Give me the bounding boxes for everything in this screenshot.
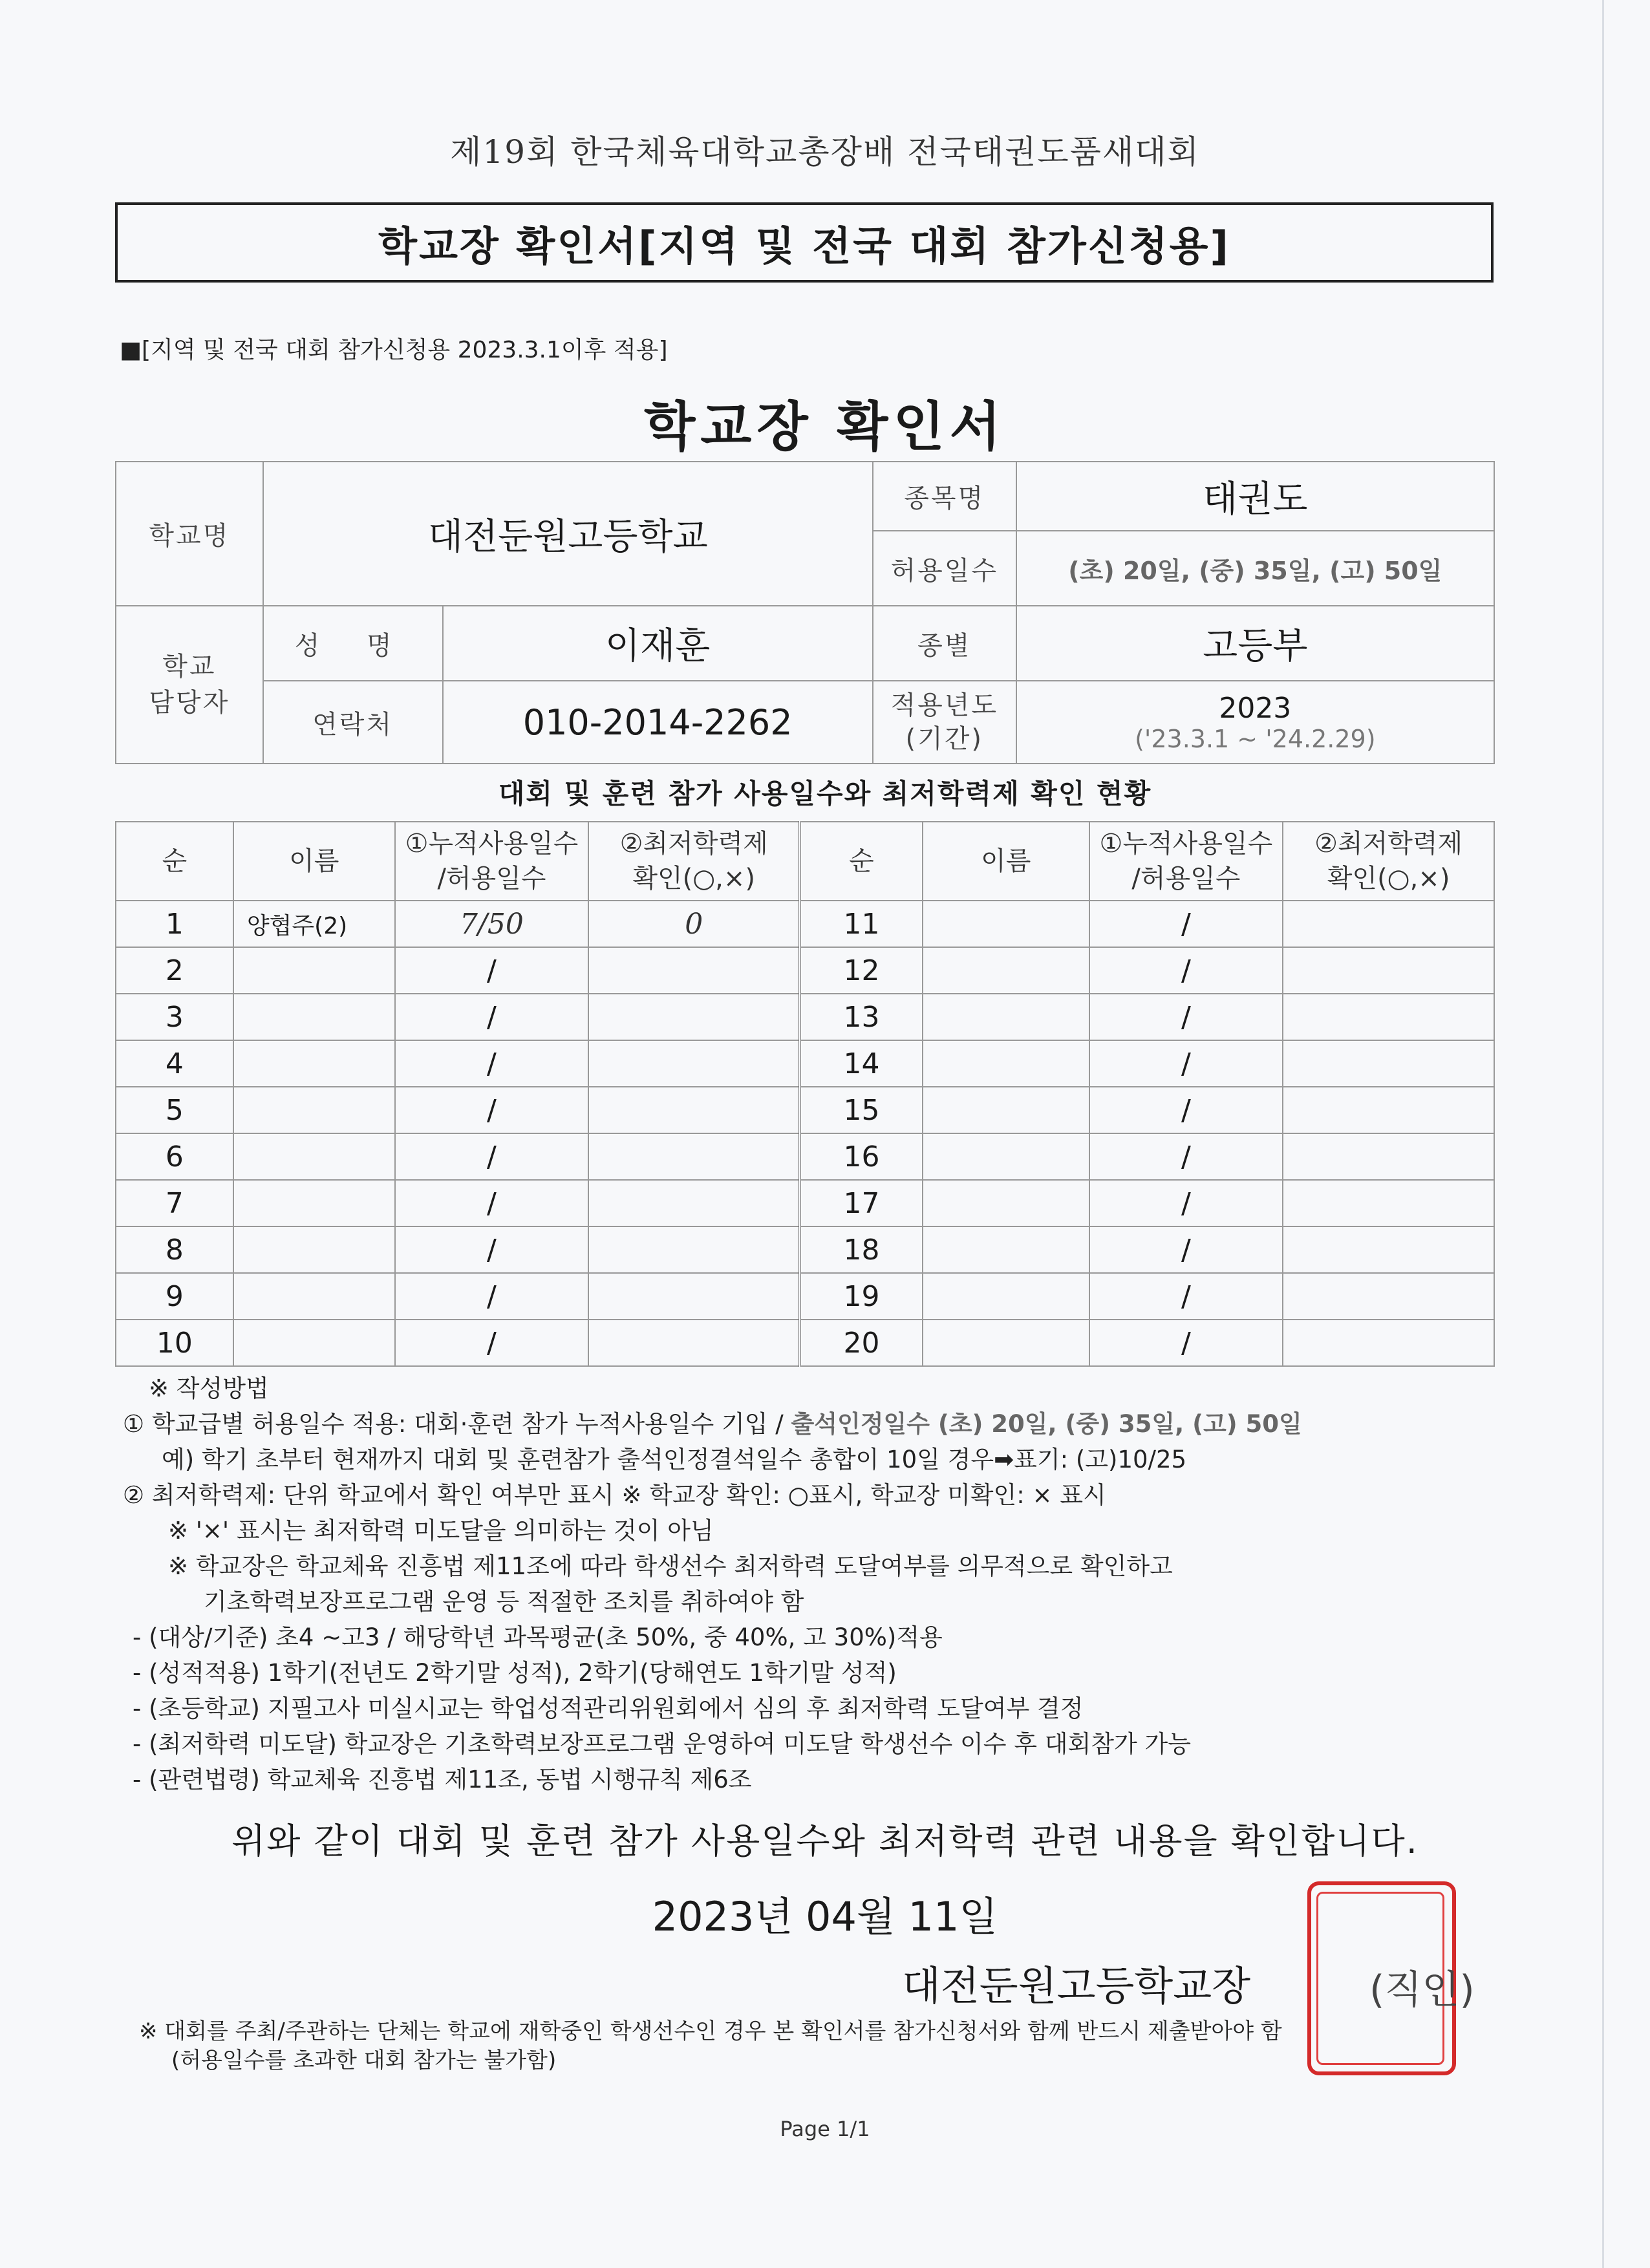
year-value: 2023 [1219, 691, 1292, 725]
contact-value: 010-2014-2262 [443, 681, 873, 764]
note-1-rule: 출석인정일수 (초) 20일, (중) 35일, (고) 50일 [791, 1410, 1302, 1438]
athlete-name [233, 1320, 395, 1366]
days-used-right: / [1089, 1226, 1283, 1273]
days-used-right: / [1089, 1273, 1283, 1320]
signer-name: 대전둔원고등학교장 [902, 1962, 1251, 2009]
academic-check-right [1283, 1133, 1494, 1180]
academic-check-right [1283, 901, 1494, 947]
row-number-right: 12 [800, 947, 923, 994]
days-used: / [395, 947, 589, 994]
section-title: 대회 및 훈련 참가 사용일수와 최저학력제 확인 현황 [498, 778, 1152, 809]
athlete-name [233, 1040, 395, 1087]
note-8: - (초등학교) 지필고사 미실시교는 학업성적관리위원회에서 심의 후 최저학력 도달여부 결정 [133, 1695, 1084, 1722]
athlete-name-right [923, 1180, 1089, 1226]
academic-check [588, 1133, 800, 1180]
row-number-right: 20 [800, 1320, 923, 1366]
athlete-table-body [116, 901, 1494, 1366]
academic-check [588, 1180, 800, 1226]
table-row [116, 1226, 1494, 1273]
row-number-right: 16 [800, 1133, 923, 1180]
days-used: / [395, 1087, 589, 1133]
manager-label: 학교 담당자 [116, 606, 263, 764]
note-1-example: 예) 학기 초부터 현재까지 대회 및 훈련참가 출석인정결석일수 총합이 10일 경우➡표기: (고)10/25 [162, 1446, 1187, 1473]
row-number: 4 [116, 1040, 233, 1087]
days-used: 7/50 [395, 901, 589, 947]
table-row [116, 1273, 1494, 1320]
header-name: 이름 [233, 822, 395, 901]
footnote-line-1: ※ 대회를 주최/주관하는 단체는 학교에 재학중인 학생선수인 경우 본 확인서를 참가신청서와 함께 반드시 제출받아야 함 [139, 2018, 1282, 2044]
academic-check-right [1283, 1273, 1494, 1320]
academic-check [588, 994, 800, 1040]
row-number-right: 15 [800, 1087, 923, 1133]
days-used: / [395, 1226, 589, 1273]
note-1 [123, 1406, 1513, 1442]
note-6: - (대상/기준) 초4 ~고3 / 해당학년 과목평균(초 50%, 중 40%, 고 30%)적용 [133, 1623, 943, 1651]
table-row [116, 1320, 1494, 1366]
contact-label: 연락처 [263, 681, 443, 764]
row-number-right: 13 [800, 994, 923, 1040]
allowed-days-value: (초) 20일, (중) 35일, (고) 50일 [1016, 531, 1494, 606]
form-subtitle: ■[지역 및 전국 대회 참가신청용 2023.3.1이후 적용] [120, 337, 668, 363]
row-number-right: 18 [800, 1226, 923, 1273]
days-used-right: / [1089, 901, 1283, 947]
athlete-name-right [923, 1087, 1089, 1133]
table-row [116, 1180, 1494, 1226]
row-number: 5 [116, 1087, 233, 1133]
note-10: - (관련법령) 학교체육 진흥법 제11조, 동법 시행규칙 제6조 [133, 1766, 752, 1793]
name-label: 성 명 [263, 606, 443, 681]
athlete-name: 양협주(2) [233, 901, 395, 947]
header-seq-right: 순 [800, 822, 923, 901]
days-used: / [395, 1320, 589, 1366]
issue-date: 2023년 04월 11일 [652, 1893, 998, 1940]
academic-check [588, 1040, 800, 1087]
row-number-right: 14 [800, 1040, 923, 1087]
academic-check [588, 1273, 800, 1320]
days-used: / [395, 1040, 589, 1087]
event-title: 제19회 한국체육대학교총장배 전국태권도품새대회 [450, 133, 1200, 171]
days-used-right: / [1089, 1087, 1283, 1133]
days-used-right: / [1089, 1180, 1283, 1226]
table-row [116, 1040, 1494, 1087]
athlete-name-right [923, 994, 1089, 1040]
athlete-name [233, 947, 395, 994]
sport-value: 태권도 [1016, 462, 1494, 531]
days-used: / [395, 1133, 589, 1180]
days-used: / [395, 1273, 589, 1320]
days-used: / [395, 1180, 589, 1226]
year-period: ('23.3.1 ~ '24.2.29) [1135, 724, 1376, 753]
days-used-right: / [1089, 1040, 1283, 1087]
academic-check-right [1283, 1087, 1494, 1133]
athlete-name-right [923, 1040, 1089, 1087]
note-7: - (성적적용) 1학기(전년도 2학기말 성적), 2학기(당해연도 1학기말 성적) [133, 1659, 897, 1687]
academic-check-right [1283, 1226, 1494, 1273]
athlete-name-right [923, 1320, 1089, 1366]
instructions [123, 1371, 1513, 1797]
footnote [139, 2017, 1282, 2075]
athlete-name-right [923, 1133, 1089, 1180]
athlete-name [233, 1226, 395, 1273]
athlete-name [233, 1273, 395, 1320]
note-5: 기초학력보장프로그램 운영 등 적절한 조치를 취하여야 함 [204, 1588, 804, 1616]
school-name: 대전둔원고등학교 [263, 462, 873, 606]
note-2: ② 최저학력제: 단위 학교에서 확인 여부만 표시 ※ 학교장 확인: ○표시, 학교장 미확인: × 표시 [123, 1481, 1106, 1509]
header-academic: ②최저학력제 확인(○,×) [588, 822, 800, 901]
confirmation-statement: 위와 같이 대회 및 훈련 참가 사용일수와 최저학력 관련 내용을 확인합니다. [231, 1821, 1419, 1861]
footnote-line-2: (허용일수를 초과한 대회 참가는 불가함) [171, 2048, 557, 2073]
athlete-name-right [923, 947, 1089, 994]
athlete-name [233, 1133, 395, 1180]
year-cell [1016, 681, 1494, 764]
row-number-right: 19 [800, 1273, 923, 1320]
academic-check [588, 1226, 800, 1273]
athlete-name-right [923, 901, 1089, 947]
days-used: / [395, 994, 589, 1040]
row-number-right: 11 [800, 901, 923, 947]
page-number: Page 1/1 [780, 2117, 870, 2141]
days-used-right: / [1089, 1320, 1283, 1366]
academic-check [588, 1320, 800, 1366]
table-row [116, 901, 1494, 947]
note-1-text: ① 학교급별 허용일수 적용: 대회·훈련 참가 누적사용일수 기입 / [123, 1410, 791, 1438]
athlete-name-right [923, 1273, 1089, 1320]
header-days: ①누적사용일수 /허용일수 [395, 822, 589, 901]
athlete-name [233, 1180, 395, 1226]
row-number: 7 [116, 1180, 233, 1226]
header-days-right: ①누적사용일수 /허용일수 [1089, 822, 1283, 901]
row-number: 3 [116, 994, 233, 1040]
athlete-name [233, 1087, 395, 1133]
table-row [116, 1087, 1494, 1133]
allowed-days-label: 허용일수 [873, 531, 1016, 606]
note-4: ※ 학교장은 학교체육 진흥법 제11조에 따라 학생선수 최저학력 도달여부를 의무적으로 확인하고 [168, 1552, 1173, 1580]
seal-label: (직인) [1369, 1967, 1475, 2013]
form-box-title: 학교장 확인서[지역 및 전국 대회 참가신청용] [115, 202, 1494, 283]
academic-check: 0 [588, 901, 800, 947]
note-3: ※ '×' 표시는 최저학력 미도달을 의미하는 것이 아님 [168, 1517, 714, 1545]
academic-check-right [1283, 994, 1494, 1040]
academic-check-right [1283, 947, 1494, 994]
notes-heading: ※ 작성방법 [149, 1375, 269, 1402]
row-number-right: 17 [800, 1180, 923, 1226]
table-row [116, 994, 1494, 1040]
manager-name: 이재훈 [443, 606, 873, 681]
sport-label: 종목명 [873, 462, 1016, 531]
academic-check [588, 1087, 800, 1133]
athlete-name [233, 994, 395, 1040]
note-9: - (최저학력 미도달) 학교장은 기초학력보장프로그램 운영하여 미도달 학생선수 이수 후 대회참가 가능 [133, 1730, 1192, 1758]
table-row [116, 1133, 1494, 1180]
row-number: 1 [116, 901, 233, 947]
table-row [116, 947, 1494, 994]
athlete-name-right [923, 1226, 1089, 1273]
header-academic-right: ②최저학력제 확인(○,×) [1283, 822, 1494, 901]
header-name-right: 이름 [923, 822, 1089, 901]
athlete-table [115, 821, 1495, 1367]
academic-check-right [1283, 1180, 1494, 1226]
row-number: 8 [116, 1226, 233, 1273]
academic-check-right [1283, 1320, 1494, 1366]
info-table [115, 461, 1495, 764]
academic-check-right [1283, 1040, 1494, 1087]
row-number: 10 [116, 1320, 233, 1366]
header-seq: 순 [116, 822, 233, 901]
division-label: 종별 [873, 606, 1016, 681]
division-value: 고등부 [1016, 606, 1494, 681]
row-number: 6 [116, 1133, 233, 1180]
days-used-right: / [1089, 1133, 1283, 1180]
school-label: 학교명 [116, 462, 263, 606]
row-number: 9 [116, 1273, 233, 1320]
days-used-right: / [1089, 994, 1283, 1040]
academic-check [588, 947, 800, 994]
days-used-right: / [1089, 947, 1283, 994]
year-label: 적용년도 (기간) [873, 681, 1016, 764]
document-title: 학교장 확인서 [644, 396, 1006, 458]
row-number: 2 [116, 947, 233, 994]
